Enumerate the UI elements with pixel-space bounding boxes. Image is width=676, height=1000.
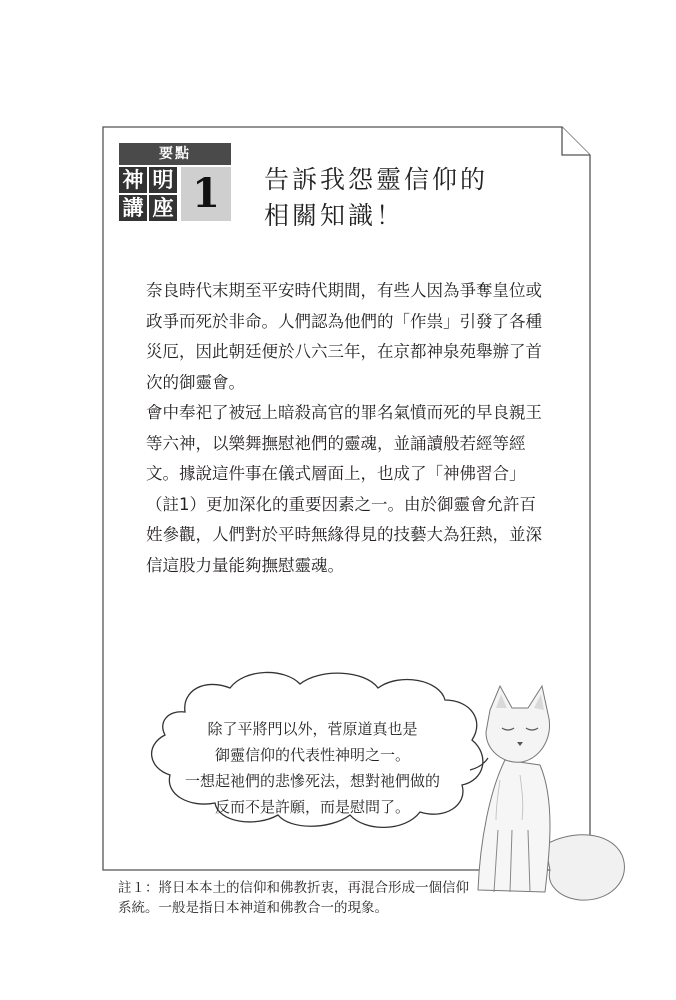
page-title-line-1: 告訴我怨靈信仰的 bbox=[264, 165, 489, 194]
speech-bubble-text bbox=[170, 716, 455, 820]
speech-line: 一想起祂們的悲慘死法，想對祂們做的 bbox=[184, 772, 440, 790]
footnote bbox=[118, 878, 478, 918]
badge-char-shen: 神 bbox=[119, 167, 147, 193]
body-line: （註1）更加深化的重要因素之一。由於御靈會允許百 bbox=[146, 494, 536, 514]
body-line: 文。據說這件事在儀式層面上，也成了「神佛習合」 bbox=[146, 464, 526, 483]
badge-number: 1 bbox=[181, 167, 231, 221]
speech-line: 反而不是許願，而是慰問了。 bbox=[214, 798, 410, 816]
body-line: 奈良時代末期至平安時代期間，有些人因為爭奪皇位或 bbox=[146, 281, 542, 300]
speech-line: 御靈信仰的代表性神明之一。 bbox=[214, 746, 410, 764]
body-line: 次的御靈會。 bbox=[146, 372, 245, 392]
white-fox-illustration-icon bbox=[450, 680, 640, 910]
badge-char-zuo: 座 bbox=[149, 195, 177, 221]
body-line: 姓參觀，人們對於平時無緣得見的技藝大為狂熱，並深 bbox=[146, 525, 542, 544]
speech-line: 除了平將門以外，菅原道真也是 bbox=[207, 720, 418, 738]
body-line: 災厄，因此朝廷便於八六三年，在京都神泉苑舉辦了首 bbox=[146, 342, 542, 361]
body-line: 信這股力量能夠撫慰靈魂。 bbox=[146, 555, 344, 575]
badge-key-point-label: 要點 bbox=[119, 143, 231, 165]
body-line: 政爭而死於非命。人們認為他們的「作祟」引發了各種 bbox=[146, 311, 542, 331]
page-title-line-2: 相關知識！ bbox=[264, 201, 405, 230]
body-line: 會中奉祀了被冠上暗殺高官的罪名氣憤而死的早良親王 bbox=[146, 403, 542, 422]
badge-char-ming: 明 bbox=[149, 167, 177, 193]
badge-char-jiang: 講 bbox=[119, 195, 147, 221]
body-line: 等六神，以樂舞撫慰祂們的靈魂，並誦讀般若經等經 bbox=[146, 433, 526, 453]
footnote-line: 系統。一般是指日本神道和佛教合一的現象。 bbox=[118, 900, 388, 916]
footnote-line: 註１：將日本本土的信仰和佛教折衷，再混合形成一個信仰 bbox=[118, 880, 469, 896]
